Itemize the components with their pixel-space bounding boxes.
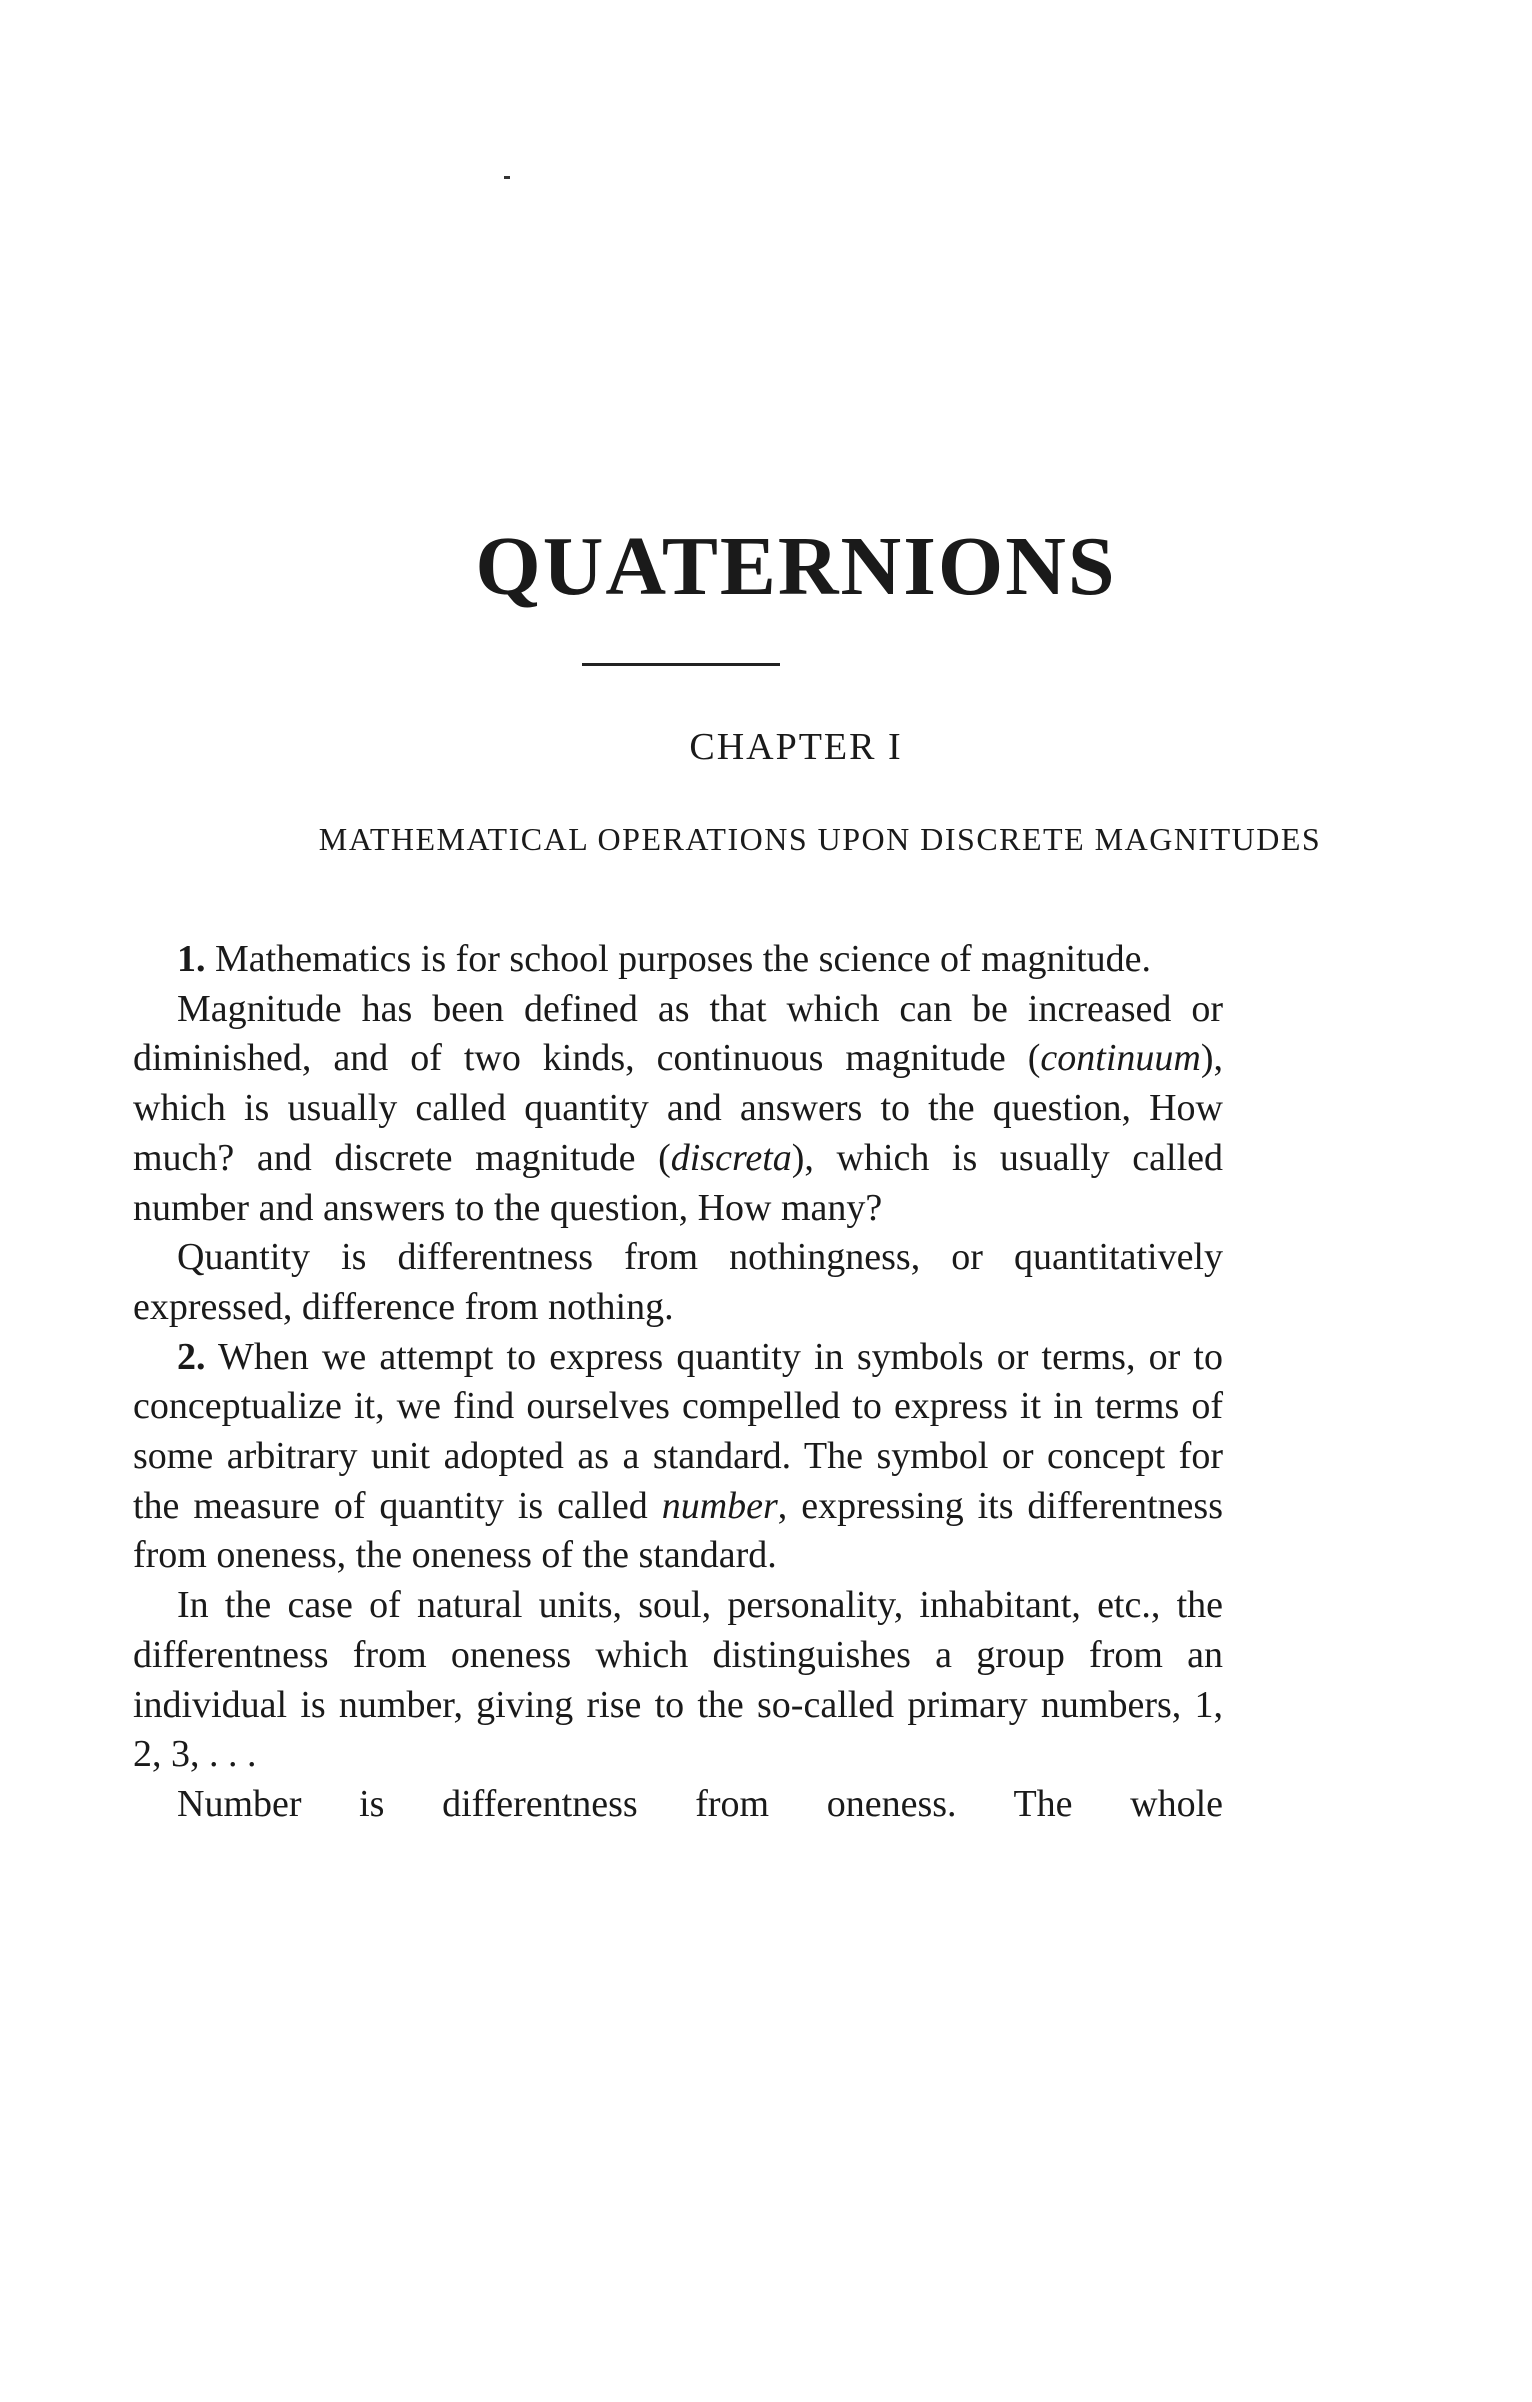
term-number: number: [661, 1484, 778, 1527]
term-continuum: continuum: [1040, 1037, 1201, 1080]
title-rule: [582, 663, 780, 666]
body-text: [133, 935, 1223, 1830]
paragraph-1-text: Mathematics is for school purposes the science of magnitude.: [215, 938, 1152, 980]
section-number-2: 2.: [177, 1335, 206, 1378]
paragraph-2-text-a: Magnitude has been defined as that which can be increased or diminished, and of two kinds, continuous magnitude (: [133, 987, 1223, 1080]
paragraph-2-text-b: ), which is usually called quantity and answers to the question, How much? and discrete magnitude (: [133, 1037, 1223, 1179]
book-title: QUATERNIONS: [475, 520, 1117, 613]
paragraph-3: Quantity is differentness from nothingness, or quantitatively expressed, difference from nothing.: [133, 1236, 1223, 1328]
paragraph-4-text-b: , expressing its differentness from oneness, the oneness of the standard.: [133, 1484, 1223, 1577]
chapter-heading: CHAPTER I: [689, 726, 903, 768]
paragraph-1: [133, 935, 1223, 985]
term-discreta: discreta: [670, 1136, 792, 1179]
chapter-subtitle: MATHEMATICAL OPERATIONS UPON DISCRETE MAGNITUDES: [318, 821, 1322, 857]
paragraph-2-text-c: ), which is usually called number and answers to the question, How many?: [133, 1136, 1223, 1229]
section-number-1: 1.: [177, 938, 206, 980]
paragraph-6: Number is differentness from oneness. The whole: [177, 1782, 1223, 1825]
paragraph-4: [133, 1333, 1223, 1582]
paragraph-5: In the case of natural units, soul, personality, inhabitant, etc., the differentness from oneness which distinguishes a group from an individual is number, giving rise to the so-called primary numbers, 1, 2, 3, . . .: [133, 1584, 1223, 1776]
paragraph-4-text-a: When we attempt to express quantity in symbols or terms, or to conceptualize it, we find ourselves compelled to express it in terms of some arbitrary unit adopted as a standard. The symbol or concept for the measure of quantity is called: [133, 1335, 1223, 1527]
print-speck: [504, 176, 510, 179]
paragraph-2: [133, 985, 1223, 1234]
